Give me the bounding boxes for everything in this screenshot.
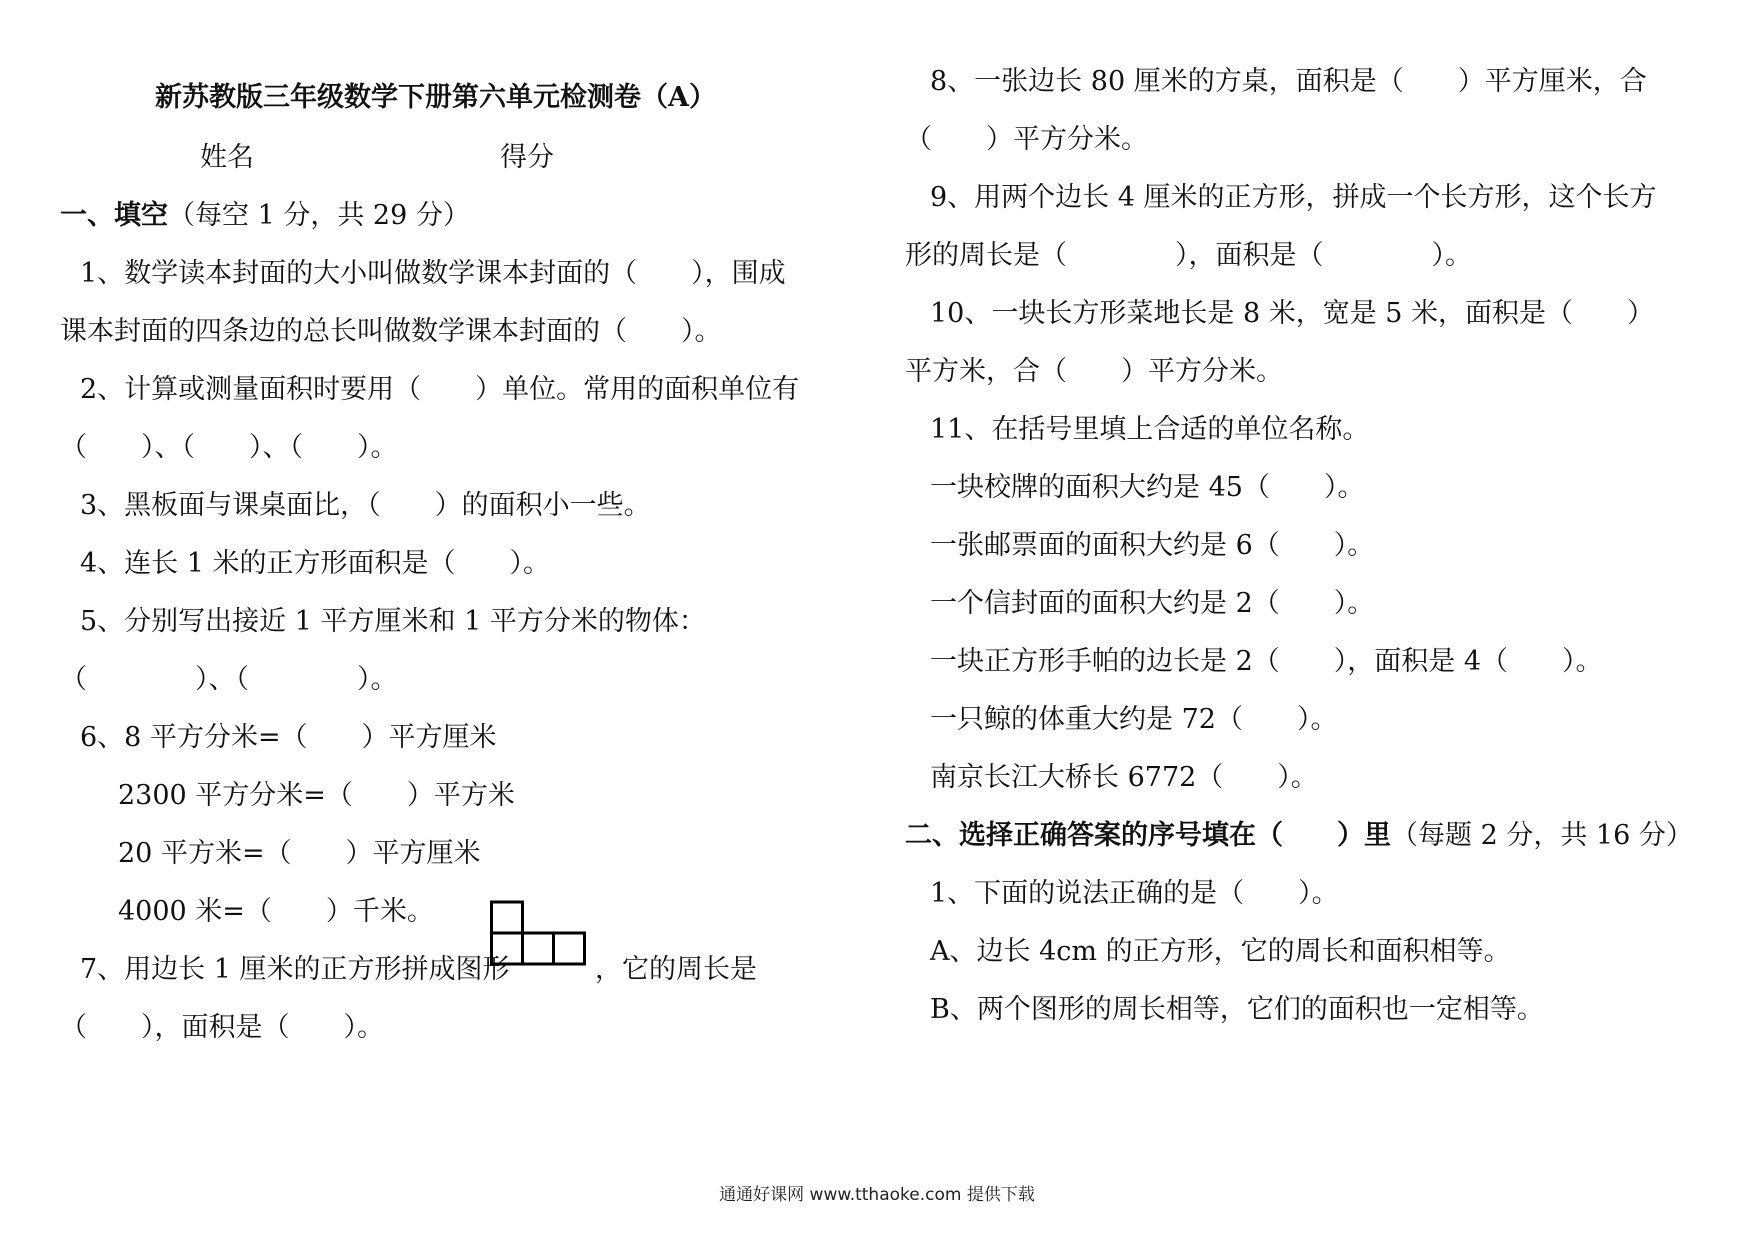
section-2-note: （每题 2 分，共 16 分） [1391,820,1693,851]
q4: 4、连长 1 米的正方形面积是（ ）。 [80,548,551,579]
square-bottom-3 [554,933,585,964]
q7-line2: （ ），面积是（ ）。 [60,1012,384,1043]
q9-line1: 9、用两个边长 4 厘米的正方形，拼成一个长方形，这个长方 [930,182,1657,213]
q10-line2: 平方米，合（ ）平方分米。 [905,356,1283,387]
q6-line2: 2300 平方分米=（ ）平方米 [118,780,515,811]
q11-item-3: 一个信封面的面积大约是 2（ ）。 [930,588,1375,619]
section-2-heading [905,816,1693,856]
q5-line2: （ ）、（ ）。 [60,664,398,695]
section-2-title: 二、选择正确答案的序号填在（ ）里 [905,820,1391,851]
q2-line2: （ ）、（ ）、（ ）。 [60,432,398,463]
page-title: 新苏教版三年级数学下册第六单元检测卷（A） [155,82,716,113]
q6-line3: 20 平方米=（ ）平方厘米 [118,838,481,869]
name-label: 姓名 [200,142,254,173]
choice-q1-option-b: B、两个图形的周长相等，它们的面积也一定相等。 [930,994,1544,1025]
q7-line1-pre: 7、用边长 1 厘米的正方形拼成图形 [80,954,510,985]
q5-line1: 5、分别写出接近 1 平方厘米和 1 平方分米的物体： [80,606,706,637]
square-bottom-2 [523,933,554,964]
q7-line1-post: ，它的周长是 [595,954,757,985]
section-1-heading [60,196,470,236]
q1-line2: 课本封面的四条边的总长叫做数学课本封面的（ ）。 [60,316,722,347]
q1-line1: 1、数学读本封面的大小叫做数学课本封面的（ ），围成 [80,258,786,289]
q11-item-4: 一块正方形手帕的边长是 2（ ），面积是 4（ ）。 [930,646,1603,677]
choice-q1-option-a: A、边长 4cm 的正方形，它的周长和面积相等。 [930,936,1511,967]
section-1-note: （每空 1 分，共 29 分） [168,200,470,231]
q3: 3、黑板面与课桌面比，（ ）的面积小一些。 [80,490,651,521]
squares-figure [490,900,590,970]
q6-line1: 6、8 平方分米=（ ）平方厘米 [80,722,497,753]
q11-item-1: 一块校牌的面积大约是 45（ ）。 [930,472,1365,503]
q11-item-6: 南京长江大桥长 6772（ ）。 [930,762,1318,793]
q10-line1: 10、一块长方形菜地长是 8 米，宽是 5 米，面积是（ ） [930,298,1655,329]
q2-line1: 2、计算或测量面积时要用（ ）单位。常用的面积单位有 [80,374,800,405]
score-label: 得分 [500,142,554,173]
q11: 11、在括号里填上合适的单位名称。 [930,414,1370,445]
footer-credit: 通通好课网 www.tthaoke.com 提供下载 [719,1185,1035,1205]
q8-line1: 8、一张边长 80 厘米的方桌，面积是（ ）平方厘米，合 [930,66,1647,97]
section-1-title: 一、填空 [60,200,168,231]
q9-line2: 形的周长是（ ），面积是（ ）。 [905,240,1472,271]
q6-line4: 4000 米=（ ）千米。 [118,896,434,927]
choice-q1: 1、下面的说法正确的是（ ）。 [930,878,1339,909]
q11-item-5: 一只鲸的体重大约是 72（ ）。 [930,704,1338,735]
q8-line2: （ ）平方分米。 [905,124,1148,155]
square-top [492,902,523,933]
q11-item-2: 一张邮票面的面积大约是 6（ ）。 [930,530,1375,561]
square-bottom-1 [492,933,523,964]
